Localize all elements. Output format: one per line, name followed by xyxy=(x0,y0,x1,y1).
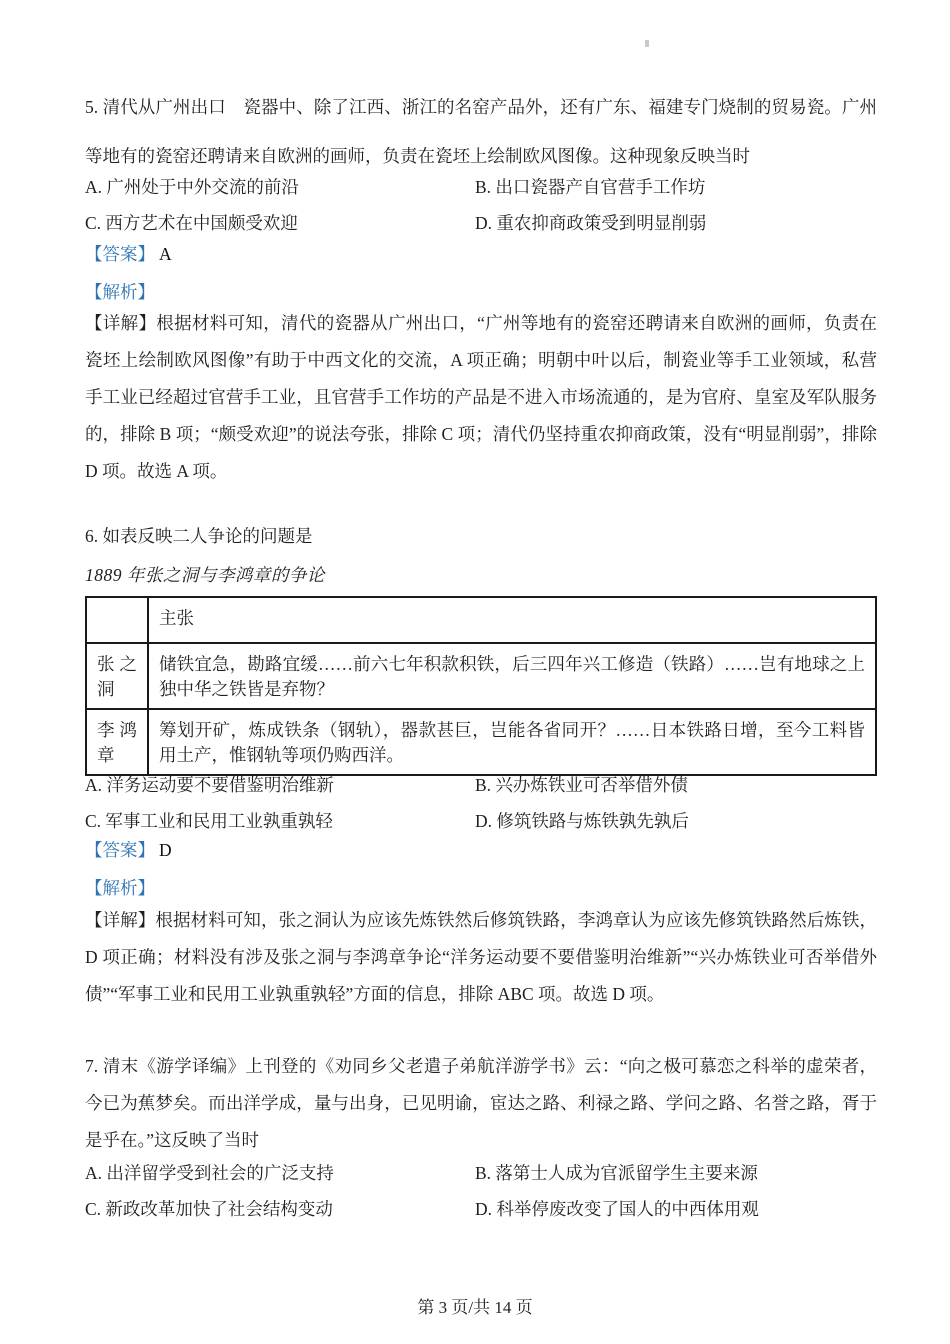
question-5-option-b: B. 出口瓷器产自官营手工作坊 xyxy=(475,177,706,197)
question-6-detail: 【详解】根据材料可知，张之洞认为应该先炼铁然后修筑铁路，李鸿章认为应该先修筑铁路然后炼铁，D 项正确；材料没有涉及张之洞与李鸿章争论“洋务运动要不要借鉴明治维新”“兴办炼铁业可否举借外债”“军事工业和民用工业孰重孰轻”方面的信息，排除 ABC 项。故选 D 项。 xyxy=(85,910,877,1004)
debate-table xyxy=(85,596,877,776)
question-5-answer-line xyxy=(85,243,877,265)
question-7-option-c: C. 新政改革加快了社会结构变动 xyxy=(85,1198,333,1219)
question-5-options xyxy=(85,170,877,241)
analysis-label: 【解析】 xyxy=(85,282,155,302)
question-7-option-b: B. 落第士人成为官派留学生主要来源 xyxy=(475,1163,758,1183)
question-6-option-a: A. 洋务运动要不要借鉴明治维新 xyxy=(85,775,334,795)
table-header-row xyxy=(86,597,876,643)
question-6-table-caption: 1889 年张之洞与李鸿章的争论 xyxy=(85,565,325,585)
page-footer xyxy=(0,1297,950,1319)
question-5-option-d: D. 重农抑商政策受到明显削弱 xyxy=(475,212,707,233)
table-header-claim-cell: 主张 xyxy=(148,597,876,643)
answer-label: 【答案】 xyxy=(85,840,155,860)
page-indicator: 第 3 页/共 14 页 xyxy=(417,1298,533,1317)
question-6-options xyxy=(85,768,877,839)
table-cell-claim-2: 筹划开矿，炼成铁条（钢轨），器款甚巨，岂能各省同开？……日本铁路日增，至今工料皆用土产，惟钢轨等项仍购西洋。 xyxy=(148,709,876,775)
question-6-analysis-line xyxy=(85,877,877,899)
question-5-option-a: A. 广州处于中外交流的前沿 xyxy=(85,177,299,197)
table-row xyxy=(86,643,876,709)
table-cell-claim-1: 储铁宜急，勘路宜缓……前六七年积款积铁，后三四年兴工修造（铁路）……岂有地球之上独中华之铁皆是弃物？ xyxy=(148,643,876,709)
table-header-empty-cell xyxy=(86,597,148,643)
question-7-option-a: A. 出洋留学受到社会的广泛支持 xyxy=(85,1163,334,1183)
question-6-answer: D xyxy=(159,840,172,860)
answer-label: 【答案】 xyxy=(85,244,155,264)
question-7-options xyxy=(85,1156,877,1227)
table-cell-person-1: 张之洞 xyxy=(86,643,148,709)
question-5-analysis-line xyxy=(85,281,877,303)
question-6-answer-line xyxy=(85,839,877,861)
question-6-option-b: B. 兴办炼铁业可否举借外债 xyxy=(475,775,688,795)
scan-artifact-dot xyxy=(645,40,649,47)
table-row xyxy=(86,709,876,775)
question-6-option-d: D. 修筑铁路与炼铁孰先孰后 xyxy=(475,810,689,831)
question-6-table-wrap xyxy=(85,596,877,776)
question-5-answer: A xyxy=(159,244,172,264)
table-cell-person-2: 李鸿章 xyxy=(86,709,148,775)
question-5-detail: 【详解】根据材料可知，清代的瓷器从广州出口，“广州等地有的瓷窑还聘请来自欧洲的画师，负责在瓷坯上绘制欧风图像”有助于中西文化的交流，A 项正确；明朝中叶以后，制瓷业等手工业领域，私营手工业已经超过官营手工业，且官营手工作坊的产品是不进入市场流通的，是为官府、皇室及军队服务的，排除 B 项；“颇受欢迎”的说法夸张，排除 C 项；清代仍坚持重农抑商政策，没有“明显削弱”，排除 D 项。故选 A 项。 xyxy=(85,313,877,481)
question-5-option-c: C. 西方艺术在中国颇受欢迎 xyxy=(85,212,298,233)
question-7-stem: 7. 清末《游学译编》上刊登的《劝同乡父老遣子弟航洋游学书》云：“向之极可慕恋之科举的虚荣者，今已为蕉梦矣。而出洋学成，量与出身，已见明谕，宦达之路、利禄之路、学问之路、名誉之路，胥于是乎在。”这反映了当时 xyxy=(85,1056,877,1150)
question-7-option-d: D. 科举停废改变了国人的中西体用观 xyxy=(475,1198,759,1219)
question-6-stem: 6. 如表反映二人争论的问题是 xyxy=(85,526,313,546)
question-5-stem: 5. 清代从广州出口 瓷器中、除了江西、浙江的名窑产品外，还有广东、福建专门烧制的贸易瓷。广州等地有的瓷窑还聘请来自欧洲的画师，负责在瓷坯上绘制欧风图像。这种现象反映当时 xyxy=(85,97,877,166)
analysis-label: 【解析】 xyxy=(85,878,155,898)
question-6-option-c: C. 军事工业和民用工业孰重孰轻 xyxy=(85,810,333,831)
